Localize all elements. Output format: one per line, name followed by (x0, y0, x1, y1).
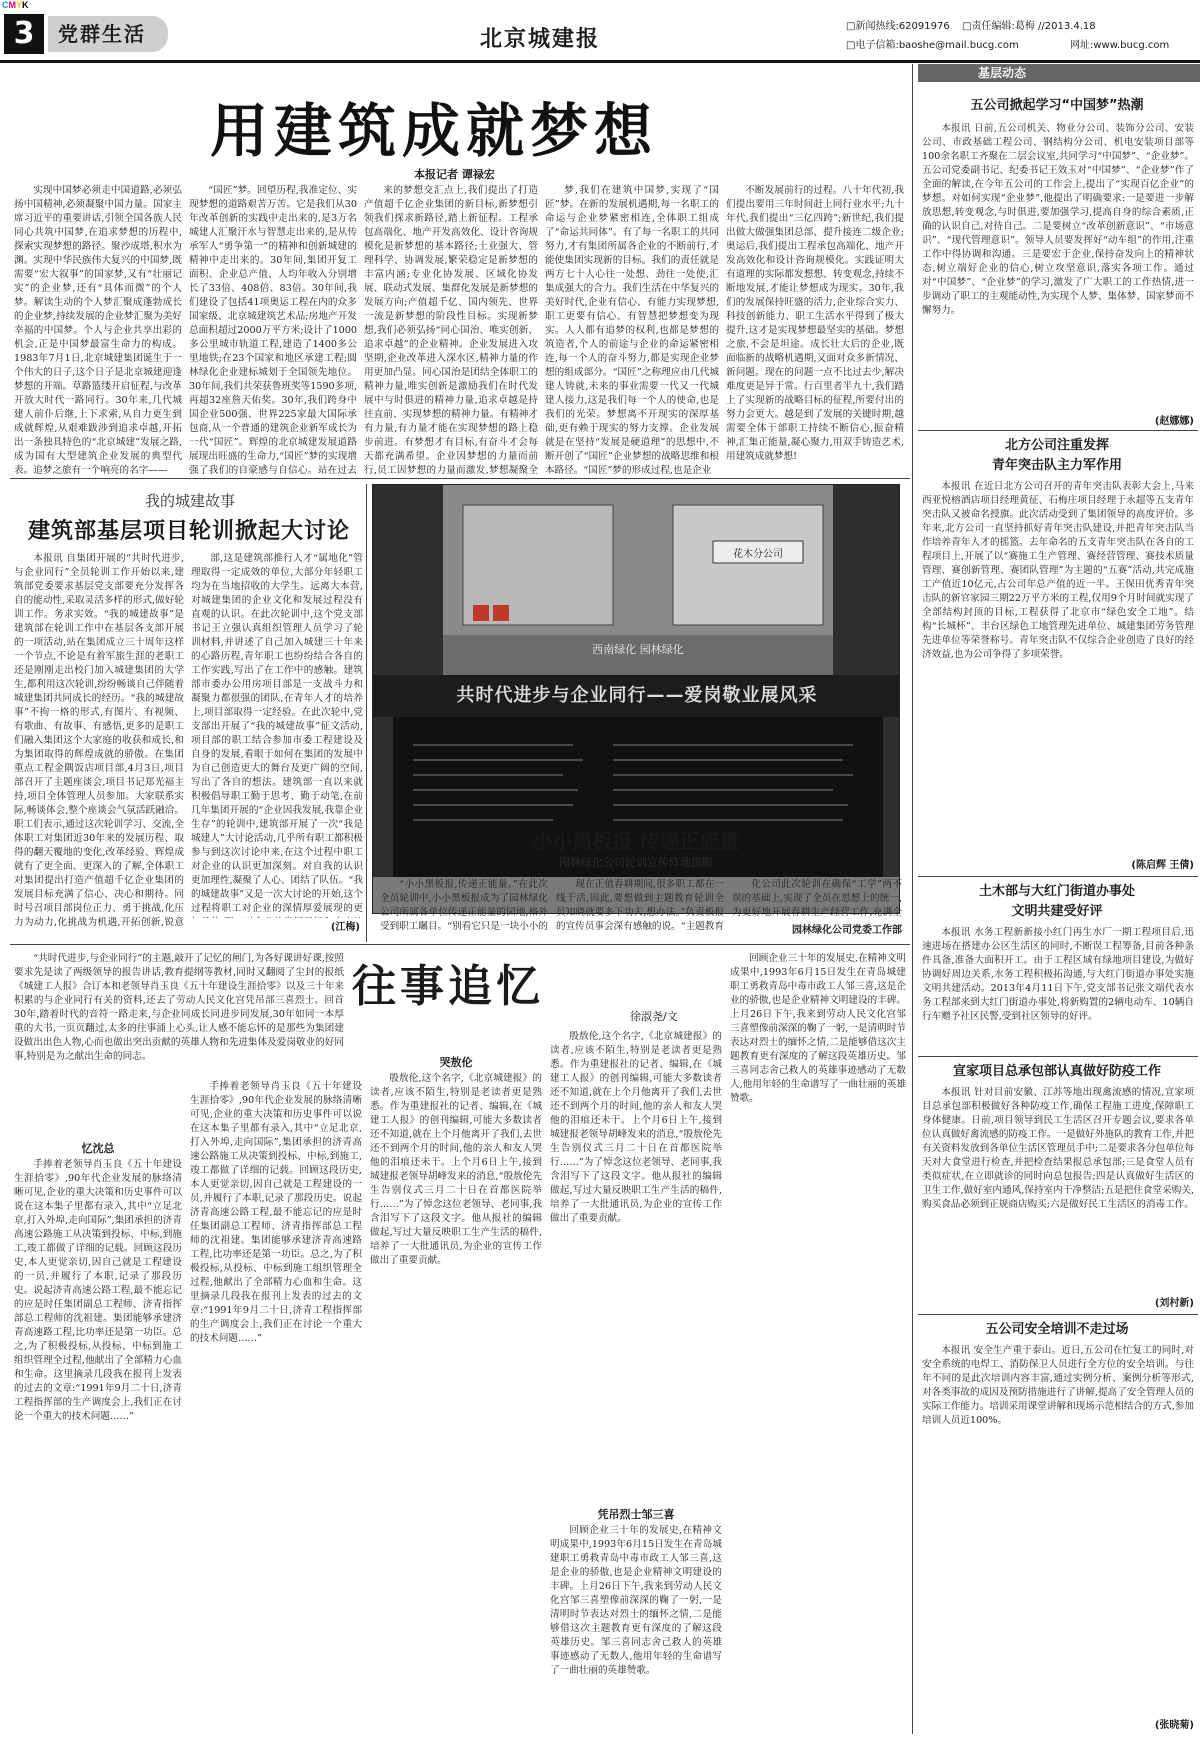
memoir-title: 往事追忆 (352, 961, 544, 1012)
hotline-info: □新闻热线:62091976 (846, 21, 950, 32)
sidebar-item-author: (陈启辉 王倩) (1131, 860, 1194, 871)
masthead: 北京城建报 (480, 27, 601, 52)
website-info: 网址:www.bucg.com (1070, 40, 1170, 51)
memoir-text-2: 殷敖伦,这个名字,《北京城建报》的读者,应该不陌生,特别是老读者更是熟悉。作为重建报社的记者、编辑,在《城建工人报》的创刊编辑,可能大多数读者还不知道,就在上个月他离开了我们,去世还不到两个月的时间,他的亲人和友人哭他的泪痕还未干。上个月6日上午,接到城建报老领导胡峰发来的消息,“殷敖伦先生告别仪式三月二十日在首都医院举行……”为了悼念这位老领导、老同事,我含泪写下了这段文字。他从报社的编辑做起,写过大量反映职工生产生活的稿件,培养了一大批通讯员,为企业的宣传工作做出了重要贡献。 (370, 1073, 542, 1266)
memoir-text-2b: 殷敖伦,这个名字,《北京城建报》的读者,应该不陌生,特别是老读者更是熟悉。作为重建报社的记者、编辑,在《城建工人报》的创刊编辑,可能大多数读者还不知道,就在上个月他离开了我们,去世还不到两个月的时间,他的亲人和友人哭他的泪痕还未干。上个月6日上午,接到城建报老领导胡峰发来的消息,“殷敖伦先生告别仪式三月二十日在首都医院举行……”为了悼念这位老领导、老同事,我含泪写下了这段文字。他从报社的编辑做起,写过大量反映职工生产生活的稿件,培养了一大批通讯员,为企业的宣传工作做出了重要贡献。 (550, 1031, 722, 1224)
email-info: □电子信箱:baoshe@mail.bucg.com (846, 40, 1019, 51)
sidebar-divider (912, 64, 913, 1734)
sidebar-item-text: 本报讯 在近日北方公司召开的青年突击队表彰大会上,马来西亚悦榕酒店项目经理黄征、石梅庄项目经理于永超等五支青年突击队又被命名授旗。此次活动受到了集团领导的高度评价。多年来,北方公司一直坚持抓好青年突击队建设,并把青年突击队当作培养青年人才的摇篮。去年命名的五支青年突击队在各自的工程项目上,开展了以“赛施工生产管理、赛经营管理、赛技术质量管理、赛创新管理、赛团队管理”为主题的“五赛”活动,共完成施工产值近10亿元,占公司年总产值的近一半。王保田优秀青年突击队的新官家园三期22万平方米的工程,仅用9个月时间就实现了全部结构封顶的目标,工程获得了北京市“绿色安全工地”。结构“长城杯”、丰台区绿色工地管理先进单位、城建集团劳务管理先进单位等荣誉称号。青年突击队不仅综合企业创造了良好的经济效益,也为公司争得了多项荣誉。 (922, 481, 1194, 660)
story-title: 建筑部基层项目轮训掀起大讨论 (27, 519, 350, 544)
sidebar-item-headline: 五公司安全培训不走过场 (985, 1322, 1129, 1337)
sidebar-item-text: 本报讯 针对目前安徽、江苏等地出现禽流感的情况,宣家项目总承包部积极做好各种防疫工作,确保工程施工进度,保障职工身体健康。日前,项目领导到民工生活区召开专题会议,要求各单位认真做好禽流感的防疫工作。一是做好外施队的教育工作,并把有关资料发放到各单位生活区管理员手中;二是要求各分包单位每天对大食堂进行检查,并把检查结果报总承包部;三是食堂人员有类似症状,在立即就诊的同时向总包报告;四是认真做好生活区的卫生工作,做好室内通风,保持室内干净整洁;五是把住食堂采购关,购买食品必须到正规商店购买;六是做好民工生活区的消毒工作。 (922, 1087, 1194, 1210)
sidebar-item-headline: 土木部与大红门街道办事处 (978, 884, 1135, 899)
lead-column-5: 不断发展前行的过程。八十年代初,我们提出要用三年时间赶上同行业水平;九十年代,我们提出“三亿四跨”;新世纪,我们提出做大做强集团总部、提升接连二级企业;奥运后,我们提出工程承包高端化、地产开发高效化和设计咨询规模化。实践证明大有道理的实际都发想想、转变观念,持续不断地发展,才能让梦想成为现实。30年,我们的发展保持旺盛的活力,企业综合实力、科技创新能力、职工生活水平得到了极大提升,这才是实现梦想最坚实的基础。梦想之旅,不会是坦途。成长壮大后的企业,既面临新的战略机遇期,又面对众多新情况、新问题。现在的问题一点不比过去少,解决难度更是异于常。行百里者半九十,我们踏上了实现新的战略目标的征程,所要付出的努力会更大。越是到了发展的关键时期,越需要全体干部职工持续不断信心,振奋精神,汇集正能量,凝心聚力,用双手铸造艺术,用建筑成就梦想! (726, 185, 904, 462)
story-column-2: 部,这是建筑部推行人才“属地化”管理取得一定成效的单位,大部分年轻职工均为在当地招收的大学生。远离大本营,对城建集团的企业文化和发展过程没有直观的认识。在此次轮训中,这个党支部书记王立强认真组织管理人员学习了轮训材料,并讲述了自己加入城建三十年来的心路历程,青年职工也纷纷结合各自的工作实践,写出了在工作中的感触。建筑部市委办公用房项目部是一支战斗力和凝聚力都很强的团队,在青年人才的培养上,项目部取得一定经验。在此次轮中,党支部出开展了“我的城建故事”征文活动,项目部的职工结合参加市委工程建设及自身的发展,看眼于如何在集团的发展中为自己创造更大的舞台及更广阔的空间,写出了各自的想法。建筑部一直以来就积极倡导职工勤于思考、勤于动笔,在前几年集团开展的“企业因我发展,我靠企业生存”的轮训中,建筑部开展了一次“我是城建人”大讨论活动,几乎所有职工都积极参与到这次讨论中来,在这个过程中职工对企业的认识更加深刻。对自我的认识更加理性,凝聚了人心、团结了队伍。“我的城建故事”又是一次大讨论的开始,这个过程将职工对企业的深情厚爱展现的更 (191, 553, 363, 914)
story-divider (366, 484, 367, 942)
lead-byline: 本报记者 谭禄宏 (414, 168, 495, 181)
sidebar-item-subhead: 文明共建受好评 (1011, 904, 1103, 919)
sidebar-item-subhead: 青年突击队主力军作用 (991, 458, 1122, 473)
color-registration-mark: CMYK (2, 0, 29, 10)
memoir-subhead-3: 凭吊烈士邹三喜 (597, 1508, 675, 1521)
photo-caption-sub: 园林绿化公司轮训宣传阵地掠影 (559, 856, 713, 869)
memoir-text-3b: 回顾企业三十年的发展史,在精神文明成果中,1993年6月15日发生在青岛城建职工勇救青岛中毒市政工人邹三喜,这是企业的骄傲,也是企业精神文明建设的丰碑。上月26日下午,我来到劳动人民文化宫邹三喜塑像前深深的鞠了一躬,一是清明时节表达对烈士的缅怀之情,二是能够借这次主题教育更有深度的了解这段英雄历史。邹三喜同志舍己救人的英雄事迹感动了无数人,他用年轻的生命谱写了一曲壮丽的英雄赞歌。 (730, 953, 906, 1104)
lead-column-4: 梦,我们在建筑中国梦,实现了“国匠”梦。在新的发展机遇期,每一名职工的命运与企业梦紧密相连,全体职工组成了“命运共同体”。有了每一名职工的共同努力,才有集团所属各企业的不断前行,才能使集团实现新的目标。我们的责任就是两方七十人心往一处想、劲往一处使,汇集成强大的合力。我们生活在中华复兴的美好时代,企业有信心、有能力实现梦想,职工更要有信心、有智慧把梦想变为现实。人人都有追梦的权利,也都是梦想的筑造者,个人的前途与企业的命运紧密相连,每一个人的奋斗努力,都是实现企业梦想的组成部分。“国匠”之称理应由几代城建人铸就,未来的事业需要一代又一代城建人接力,这是我们每一个人的使命,也是我们的光荣。梦想离不开现实的深厚基础,更有赖于现实的努力支撑。企业发展就是在坚持“发展是硬道理”的思想中,不断开创了“国匠”企业梦想的战略思维和根本路径。“国匠”梦的形成过程,也是企业 (545, 185, 719, 476)
sidebar-rule (918, 430, 1198, 431)
lead-column-1: 实现中国梦必须走中国道路,必须弘扬中国精神,必须凝聚中国力量。国家主席习近平的重要讲话,引领全国各族人民同心共筑中国梦,在追求梦想的历程中,探索实现梦想的路径。聚沙成塔,积水为渊。实现中华民族伟大复兴的中国梦,既需要“宏大叙事”的国家梦,又有“壮丽记实”的企业梦,还有“具体而微”的个人梦。解读生动的个人梦汇聚成蓬勃成长的企业梦,持续发展的企业梦汇聚为美好幸福的中国梦。个人与企业共享出彩的机会,正是中国梦最富生命力的构成。1983年7月1日,北京城建集团诞生于一个伟大的日子,这个日子是北京城建迎逢梦想的开端。草路篮缕开启征程,与改革开放大时代一路同行。30年来,几代城建人前仆后继,上下求索,从自力更生到成就辉煌,从艰难跋涉到追求卓越,开拓出一条独具特色的“北京城建”发展之路,成为国有大型建筑企业发展的典型代表。追梦之旅有一个响亮的名字—— (14, 185, 182, 476)
door-text: 西南绿化 园林绿化 (592, 643, 684, 656)
sidebar-item-text: 本报讯 日前,五公司机关、物业分公司、装饰分公司、安装公司、市政基础工程公司、钢结构分公司、机电安装项目部等100余名职工齐聚在二层会议室,共同学习“中国梦”、“企业梦”。五公司党委副书记、纪委书记王效玉对“中国梦”、“企业梦”作了全面的解读,在今年五公司的工作会上,提出了“实现百亿企业”的梦想。对如何实现“企业梦”,他提出了明确要求:一是要进一步解放思想,转变观念,与时俱进,要加强学习,提高自身的综合素质,正确的认识自己,对待自己。二是要树立“改革创新意识”、“市场意识”、“现代管理意识”。领导人员要发挥好“动车组”的作用,注重工作中得协调和沟通。三是要宏于企业,保持奋发向上的精神状态,树立端好企业的信心,树立攻坚意识,落实各项工作。通过对“中国梦”、“企业梦”的学习,激发了广大职工的工作热情,进一步调动了职工的主观能动性,为实现个人梦、集体梦、国家梦而不懈努力。 (922, 123, 1194, 316)
lead-bottom-rule (10, 478, 910, 479)
memoir-text-1b: 手捧着老领导肖玉良《五十年建设生涯拾零》,90年代企业发展的脉络清晰可见,企业的重大决策和历史事件可以说在这本集子里都有录入,其中“立足北京,打入外埠,走向国际”,集团承担的济青高速公路施工从决策到投标、中标,到施工,竣工都做了详细的记载。回顾这段历史,本人更觉亲切,因自己就是工程建设的一员,并履行了本职,记录了那段历史。说起济青高速公路工程,最不能忘记的应是时任集团副总工程师、济青指挥部总工程师的沈祖建。集团能够承建济青高速路工程,比功率还是第一功臣。总之,为了积极投标,从投标、中标到施工组织管理全过程,他献出了全部精力心血和生命。这里摘录几段我在报刊上发表的过去的文章:“1991年9月二十日,济青工程指挥部的生产调度会上,我们正在讨论一个重大的技术问题……” (190, 1081, 362, 1344)
header-rule (0, 60, 1200, 63)
sidebar-item-headline: 五公司掀起学习“中国梦”热潮 (970, 98, 1144, 113)
memoir-author: 徐淑尧/文 (630, 1010, 678, 1023)
sidebar-item-headline: 宣家项目总承包部认真做好防疫工作 (952, 1064, 1161, 1079)
section-name: 党群生活 (48, 16, 168, 52)
photo-column-1: “小小黑板报,传递正能量。”在此次全员轮训中,小小黑板报成为了园林绿化公司所属各单位传递正能量的园地,格外受到职工瞩目。“别看它只是一块小小的 (380, 879, 548, 932)
sidebar-rule (918, 876, 1198, 877)
story-section-title: 我的城建故事 (144, 492, 235, 510)
sidebar-item-author: (张晓菊) (1154, 1720, 1194, 1731)
lead-column-3: 来的梦想交汇点上,我们提出了打造产值超千亿企业集团的新目标,新梦想引领我们探求新路径,踏上新征程。工程承包高端化、地产开发高效化、设计咨询规模化是新梦想的基本路径;土业强大、管理科学、协调发展,繁荣稳定是新梦想的丰富内涵;专业化协发展、区域化协发展、联动式发展、集群化发展是新梦想的发展方向;产值超千亿、国内领先、世界一流是新梦想的阶段性目标。实现新梦想,我们必须弘扬“同心国治、唯实创新、追求卓越”的企业精神。企业发展进入攻坚期,企业改革进入深水区,精神力量的作用更加凸显。同心国治是团结全体职工的精神力量,唯实创新是激励我们在时代发展中与时俱进的精神力量,追求卓越是持往直前、实现梦想的精神力量。有精神才有力量,有力量才能在实现梦想的路上稳步前进。有梦想才有目标,有奋斗才会每天都充满希望。企业因梦想的力量而前行,员工因梦想的力量而激发,梦想凝聚全 (364, 185, 538, 476)
sidebar-title: 基层动态 (977, 66, 1026, 80)
page-number: 3 (4, 14, 44, 54)
sign-text: 花木分公司 (733, 549, 783, 560)
photo-column-2: 现在正值春耕期间,很多职工都在一线干活,因此,要想做到主题教育轮训全员知晓就要多下功夫,想办法。”负责板报的宣传员事会深有感触的说。“主题教育 (556, 879, 724, 932)
memoir-subhead-1: 忆沈总 (81, 1142, 115, 1155)
sidebar-rule (918, 1056, 1198, 1057)
photo-author: 园林绿化公司党委工作部 (792, 925, 902, 936)
memoir-subhead-2: 哭敖伦 (439, 1056, 473, 1069)
memoir-text-3: 回顾企业三十年的发展史,在精神文明成果中,1993年6月15日发生在青岛城建职工勇救青岛中毒市政工人邹三喜,这是企业的骄傲,也是企业精神文明建设的丰碑。上月26日下午,我来到劳动人民文化宫邹三喜塑像前深深的鞠了一躬,一是清明时节表达对烈士的缅怀之情,二是能够借这次主题教育更有深度的了解这段英雄历史。邹三喜同志舍己救人的英雄事迹感动了无数人,他用年轻的生命谱写了一曲壮丽的英雄赞歌。 (550, 1525, 722, 1676)
photo-caption-title: 小小黑板报 传递正能量 (532, 829, 740, 853)
editor-info: □责任编辑:葛梅 //2013.4.18 (962, 21, 1096, 32)
story-column-1: 本报讯 自集团开展的“共时代进步,与企业同行”全员轮训工作开始以来,建筑部党委要求基层党支部要充分发挥各自的能动性,采取灵活多样的形式,做好轮训工作。务求实效。“我的城建故事”是建筑部在轮训工作中在基层各支部开展的一项活动,站在集团成立三十周年这样一个节点,不论是有着军旅生涯的老职工还是刚刚走出校门加入城建集团的大学生,都利用这次轮训,纷纷畅谈自己伴随着城建集团共同成长的经历。“我的城建故事”不拘一格的形式,有图片、有视频、有歌曲、有故事、有感悟,更多的是职工们融入集团这个大家庭的收获和成长,和为集团取得的辉煌成就的骄傲。在集团重点工程金隅饭店项目部,4月3日,项目部召开了主题座谈会,项目书记郑光福主持,项目全体管理人员参加。大家联系实际,畅谈体会,整个座谈会气氛活跃融洽。职工们表示,通过这次轮训学习、交流,全体职工对集团近30年来的发展历程、取得的翻天覆地的变化,改革经验、辉煌成就有了更全面、更深入的了解,全体职工对集团提出打造产值超千亿企业集团的发展目标充满了信心、决心和期待。同时号召项目部岗位正力、勇于挑战,化压力为动力,化挑战为机遇,开拓创新,锐意 (14, 553, 184, 928)
lead-title: 用建筑成就梦想 (210, 97, 659, 165)
banner-text: 共时代进步与企业同行——爱岗敬业展风采 (456, 685, 818, 706)
sidebar-item-text: 本报讯 安全生产重于泰山。近日,五公司在忙复工的同时,对安全系统的电焊工、消防保卫人员进行全方位的安全培训。与往年不同的是此次培训内容丰富,通过实例分析、案例分析等形式,对各类事故的成因及预防措施进行了讲解,提高了安全管理人员的实际工作能力。培训采用课堂讲解和现场示范相结合的方式,参加培训人员近100%。 (922, 1345, 1194, 1426)
sidebar-item-text: 本报讯 水务工程新新接小红门再生水厂一期工程项目后,迅速进场在搭建办公区生活区的同时,不断误工程筹备,目前各种条件具备,准备大面积开工。由于工程区域有绿地项目建设,为做好协调好周边关系,水务工程积极拓沟通,与大红门街道办事处实施文明共建活动。2013年4月11日下午,党支部书记张文端代表水务工程部来到大红门街道办事处,将新购置的2辆电动车、10辆自行车赠予社区民警,受到社区领导的好评。 (922, 927, 1194, 1022)
photo-bottom-rule (10, 944, 910, 945)
sidebar-item-headline: 北方公司注重发挥 (1004, 438, 1109, 453)
sidebar-rule (918, 1314, 1198, 1315)
story-author: (江梅) (330, 922, 360, 933)
memoir-text-1: 手捧着老领导肖玉良《五十年建设生涯拾零》,90年代企业发展的脉络清晰可见,企业的重大决策和历史事件可以说在这本集子里都有录入,其中“立足北京,打入外埠,走向国际”,集团承担的济青高速公路施工从决策到投标、中标,到施工,竣工都做了详细的记载。回顾这段历史,本人更觉亲切,因自己就是工程建设的一员,并履行了本职,记录了那段历史。说起济青高速公路工程,最不能忘记的应是时任集团副总工程师、济青指挥部总工程师的沈祖建。集团能够承建济青高速路工程,比功率还是第一功臣。总之,为了积极投标,从投标、中标到施工组织管理全过程,他献出了全部精力心血和生命。这里摘录几段我在报刊上发表的过去的文章:“1991年9月二十日,济青工程指挥部的生产调度会上,我们正在讨论一个重大的技术问题……” (14, 1159, 182, 1422)
sidebar-item-author: (赵娜娜) (1154, 416, 1194, 427)
memoir-intro: “共时代进步,与企业同行”的主题,敲开了记忆的闸门,为各好课讲好课,按照要求先是读了两级领导的报告讲话,教育提纲等教材,同时又翻阅了尘封的报纸《城建工人报》合订本和老领导肖玉良《五十年建设生涯拾零》以及三十年来积累的与企业同行有关的资料,还去了劳动人民文化宫凭吊部三喜烈士。回首30年,踏着时代的音符一路走来,与企业同成长同进步同发展,30年如同一本厚重的大书,一页页翻过,太多的往事涌上心头,让人感不能忘怀的是那些为集团建设做出出色人物,心而也做出突出贡献的英雄人物和先进集体及爱岗敬业的好同事,特别是为之献出生命的同志。 (14, 953, 344, 1062)
lead-column-2: “国匠”梦。回望历程,我准定位、实现梦想的道路艰苦万苦。它是我们从30年改革创新的实践中走出来的,是3万名城建人汇聚汗水与智慧走出来的,是从传承军人“勇争第一”的精神和创新城建的精神中走出来的。30年间,集团开复工面积、企业总产值、人均年收入分别增长了33倍、408倍、83倍。30年间,我们建设了包括41项奥运工程在内的众多国家级、北京城建筑艺术品;房地产开发总面积超过2000万平方米;设计了1000多公里城市轨道工程,建造了1400多公里地铁;在23个国家和地区承建工程;圆林绿化企业建标城划于全国领先地位。30年间,我们共荣获鲁班奖等1590多项,再超32座詹天佑奖。30年,我们跨身中国企业500强、世界225家最大国际承包商,从一个普通的建筑企业新军成长为一代“国匠”。辉煌的北京城建发展道路展现出旺盛的生命力,“国匠”梦的实现增强了我们的自豪感与自信心。站在过去 (189, 185, 357, 476)
photo-column-3: 化公司此次轮训在确保“工学”两不误的基础上,实现了全员在思想上的统一,为更好地开展春耕生产经营工作,充满全 (732, 879, 902, 918)
sidebar-item-author: (刘村新) (1154, 1298, 1194, 1309)
